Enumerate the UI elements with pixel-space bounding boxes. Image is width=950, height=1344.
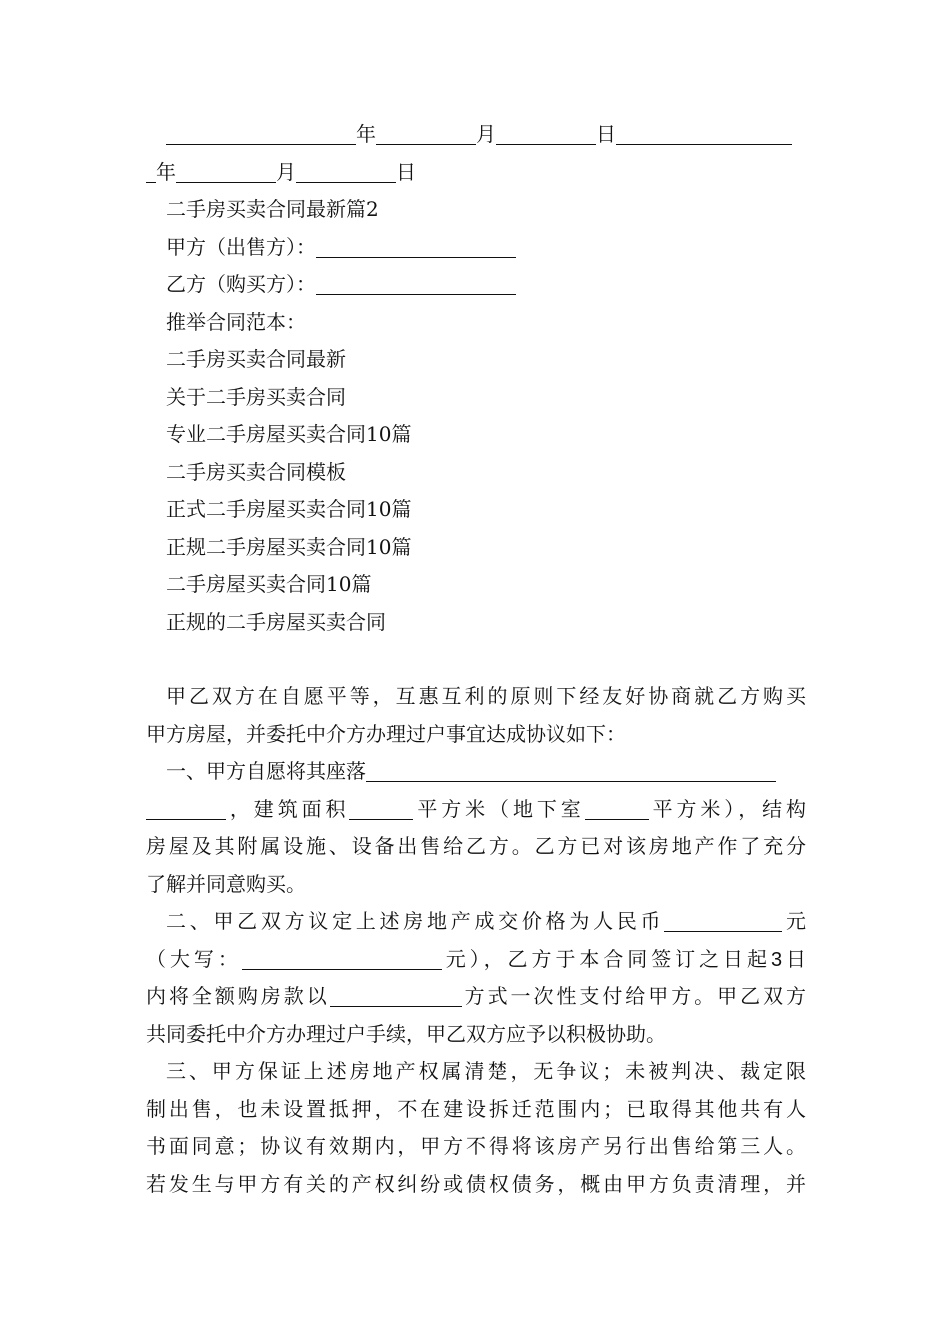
price-blank bbox=[664, 909, 782, 932]
section-2-text: 方式一次性支付给甲方。甲乙双方 bbox=[461, 984, 806, 1008]
section-3-line: 书面同意；协议有效期内，甲方不得将该房产另行出售给第三人。 bbox=[146, 1134, 806, 1158]
party-a-label: 甲方（出售方）： bbox=[166, 234, 316, 259]
recommend-link[interactable]: 专业二手房屋买卖合同10篇 bbox=[166, 422, 412, 446]
blank-line bbox=[176, 160, 276, 183]
section-1-line bbox=[146, 791, 806, 829]
recommend-link[interactable]: 二手房买卖合同最新 bbox=[166, 347, 346, 371]
recommend-heading: 推举合同范本： bbox=[166, 309, 306, 334]
section-1-line: 房屋及其附属设施、设备出售给乙方。乙方已对该房地产作了充分 bbox=[146, 834, 806, 858]
section-2-text: 内将全额购房款以 bbox=[146, 984, 330, 1008]
blank-line bbox=[296, 160, 396, 183]
section-3-line: 三、甲方保证上述房地产权属清楚，无争议；未被判决、裁定限 bbox=[166, 1059, 806, 1083]
section-2-line bbox=[146, 941, 806, 979]
section-1-text: ，建筑面积 bbox=[226, 796, 350, 821]
section-2-text: 元），乙方于本合同签订之日起 bbox=[441, 946, 771, 971]
days-value: 3 bbox=[770, 948, 783, 971]
section-3-line: 若发生与甲方有关的产权纠纷或债权债务，概由甲方负责清理，并 bbox=[146, 1171, 806, 1196]
recommend-link[interactable]: 关于二手房买卖合同 bbox=[166, 384, 346, 409]
location-blank bbox=[146, 797, 226, 820]
section-1-line: 了解并同意购买。 bbox=[146, 871, 306, 896]
section-1-line bbox=[146, 753, 806, 791]
document-title: 二手房买卖合同最新篇2 bbox=[166, 197, 379, 221]
area-blank bbox=[349, 797, 413, 820]
blank-line bbox=[496, 122, 596, 145]
party-a-line bbox=[146, 229, 806, 267]
year-label: 年 bbox=[156, 159, 176, 184]
blank-line bbox=[616, 122, 792, 145]
section-2-text: 日 bbox=[782, 946, 806, 971]
party-b-line bbox=[146, 266, 806, 304]
recommend-link[interactable]: 正式二手房屋买卖合同10篇 bbox=[166, 497, 412, 521]
section-2-text: （大写： bbox=[146, 946, 242, 971]
section-2-text: 二、甲乙双方议定上述房地产成交价格为人民币 bbox=[166, 909, 665, 933]
price-words-blank bbox=[242, 947, 442, 970]
date-line-1 bbox=[146, 116, 806, 154]
party-a-blank bbox=[316, 235, 516, 258]
section-2-line bbox=[146, 903, 806, 941]
blank-line bbox=[376, 122, 476, 145]
document-page bbox=[146, 116, 806, 1203]
recommend-link[interactable]: 二手房买卖合同模板 bbox=[166, 459, 346, 484]
party-b-label: 乙方（购买方）： bbox=[166, 272, 316, 296]
body-intro-line: 甲乙双方在自愿平等，互惠互利的原则下经友好协商就乙方购买 bbox=[166, 684, 806, 708]
recommend-link[interactable]: 二手房屋买卖合同10篇 bbox=[166, 572, 372, 596]
year-label: 年 bbox=[356, 122, 376, 146]
blank-line bbox=[166, 122, 356, 145]
section-3-line: 制出售，也未设置抵押，不在建设拆迁范围内；已取得其他共有人 bbox=[146, 1096, 806, 1121]
section-1-text: 平方米），结构 bbox=[648, 796, 806, 821]
day-label: 日 bbox=[396, 159, 416, 184]
location-blank bbox=[366, 759, 776, 782]
section-2-line bbox=[146, 978, 806, 1016]
party-b-blank bbox=[316, 272, 516, 295]
month-label: 月 bbox=[476, 122, 496, 146]
section-1-text: 平方米（地下室 bbox=[413, 796, 585, 821]
recommend-link[interactable]: 正规的二手房屋买卖合同 bbox=[166, 609, 386, 634]
date-line-2 bbox=[146, 154, 806, 192]
month-label: 月 bbox=[276, 159, 296, 184]
basement-area-blank bbox=[585, 797, 649, 820]
recommend-link[interactable]: 正规二手房屋买卖合同10篇 bbox=[166, 534, 412, 559]
spacer bbox=[146, 641, 806, 678]
body-intro-line: 甲方房屋，并委托中介方办理过户事宜达成协议如下： bbox=[146, 721, 626, 746]
section-2-text: 元 bbox=[782, 909, 806, 933]
blank-line bbox=[146, 160, 156, 183]
payment-method-blank bbox=[330, 984, 462, 1007]
section-2-line: 共同委托中介方办理过户手续，甲乙双方应予以积极协助。 bbox=[146, 1021, 666, 1046]
section-1-text: 一、甲方自愿将其座落 bbox=[166, 759, 366, 783]
day-label: 日 bbox=[596, 122, 616, 146]
